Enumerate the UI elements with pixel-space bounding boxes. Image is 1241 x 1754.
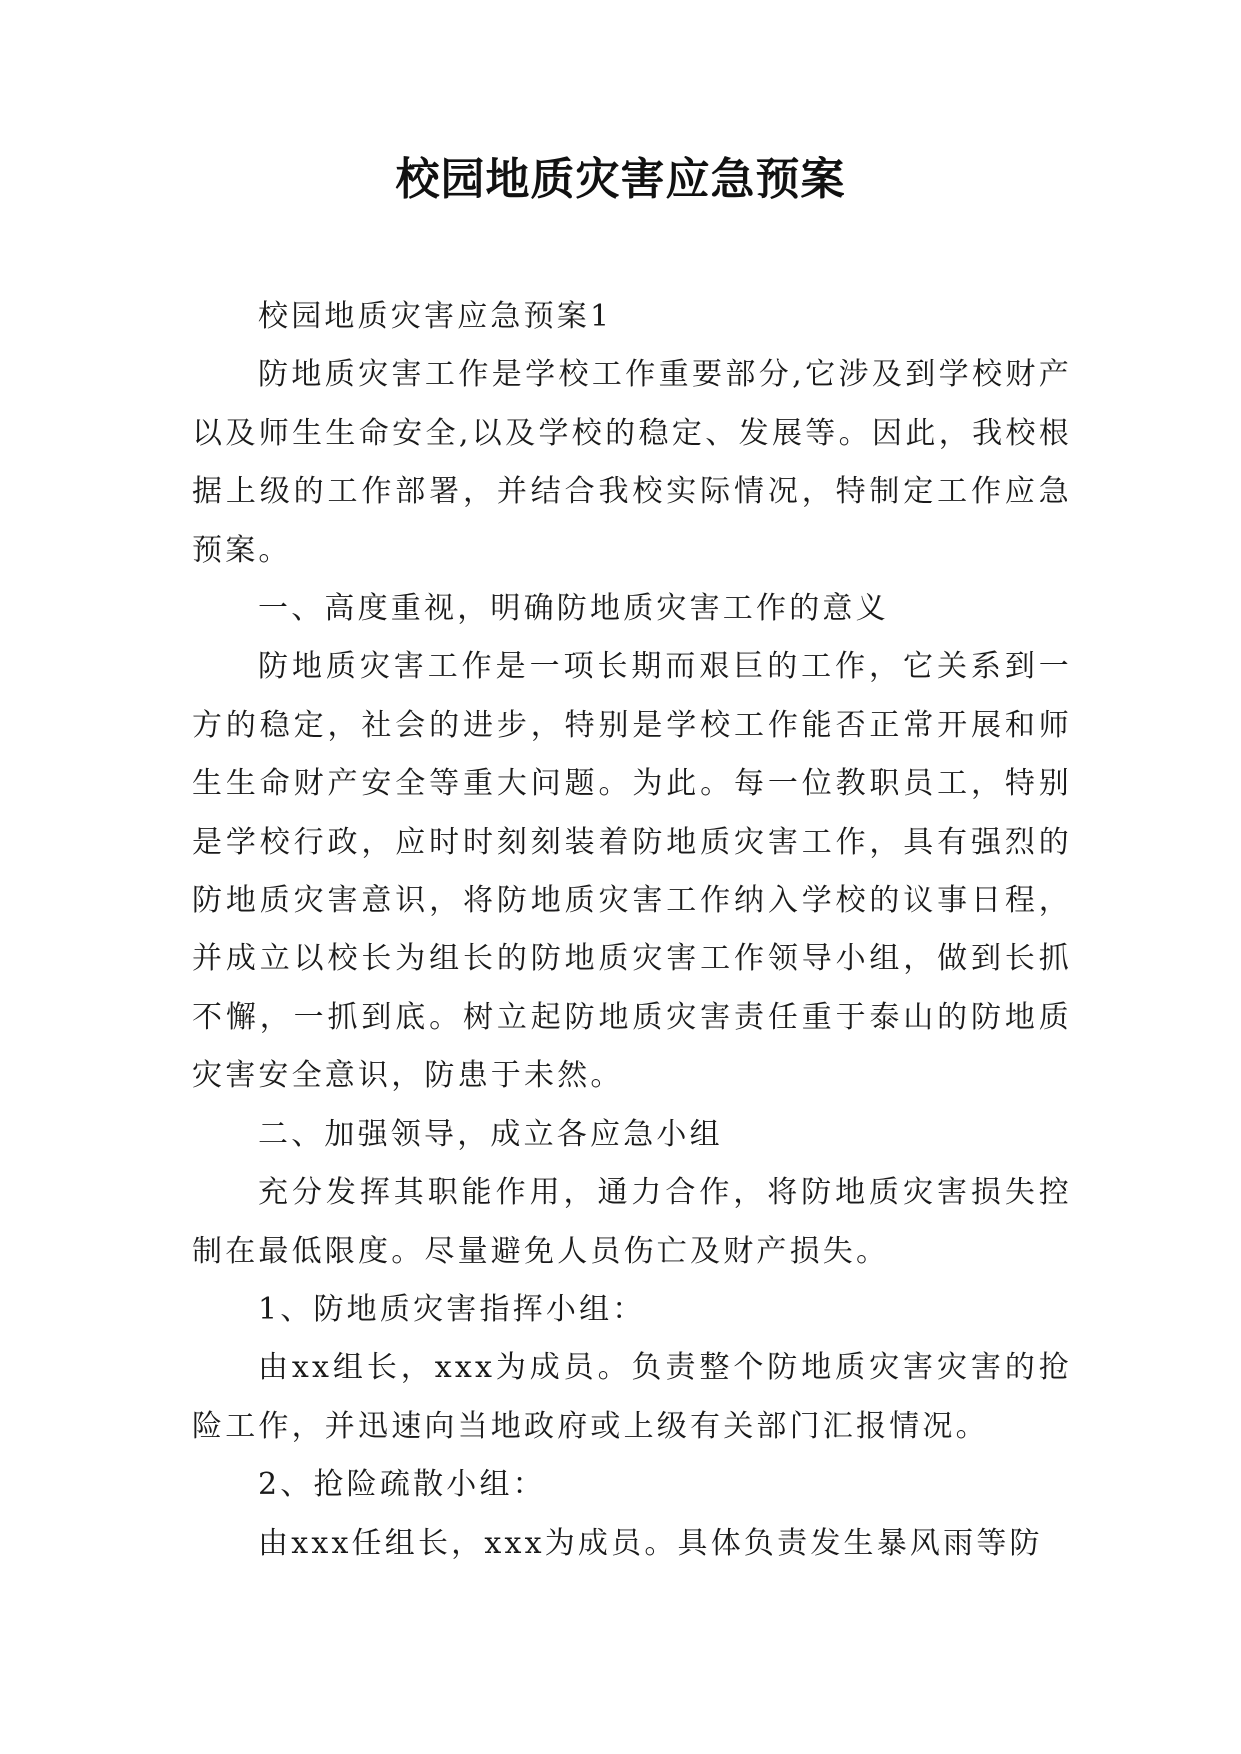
document-body xyxy=(192,288,1072,1573)
document-title: 校园地质灾害应急预案 xyxy=(395,154,846,205)
paragraph-subsection-2: 由xxx任组长，xxx为成员。具体负责发生暴风雨等防 xyxy=(258,1525,1043,1561)
paragraph-subsection-1: 由xx组长，xxx为成员。负责整个防地质灾害灾害的抢险工作，并迅速向当地政府或上级有关部门汇报情况。 xyxy=(192,1350,1072,1444)
paragraph-heading-1: 校园地质灾害应急预案1 xyxy=(258,299,613,334)
subsection-heading-2: 2、抢险疏散小组： xyxy=(258,1467,546,1503)
section-heading-2: 二、加强领导，成立各应急小组 xyxy=(258,1116,723,1152)
paragraph-section-2: 充分发挥其职能作用，通力合作，将防地质灾害损失控制在最低限度。尽量避免人员伤亡及财产损失。 xyxy=(192,1175,1072,1269)
subsection-heading-1: 1、防地质灾害指挥小组： xyxy=(258,1291,646,1327)
paragraph-intro: 防地质灾害工作是学校工作重要部分,它涉及到学校财产以及师生生命安全,以及学校的稳定、发展等。因此，我校根据上级的工作部署，并结合我校实际情况，特制定工作应急预案。 xyxy=(192,357,1072,568)
section-heading-1: 一、高度重视，明确防地质灾害工作的意义 xyxy=(258,591,889,627)
paragraph-section-1: 防地质灾害工作是一项长期而艰巨的工作，它关系到一方的稳定，社会的进步，特别是学校工作能否正常开展和师生生命财产安全等重大问题。为此。每一位教职员工，特别是学校行政，应时时刻刻装着防地质灾害工作，具有强烈的防地质灾害意识，将防地质灾害工作纳入学校的议事日程，并成立以校长为组长的防地质灾害工作领导小组，做到长抓不懈，一抓到底。树立起防地质灾害责任重于泰山的防地质灾害安全意识，防患于未然。 xyxy=(192,649,1072,1094)
